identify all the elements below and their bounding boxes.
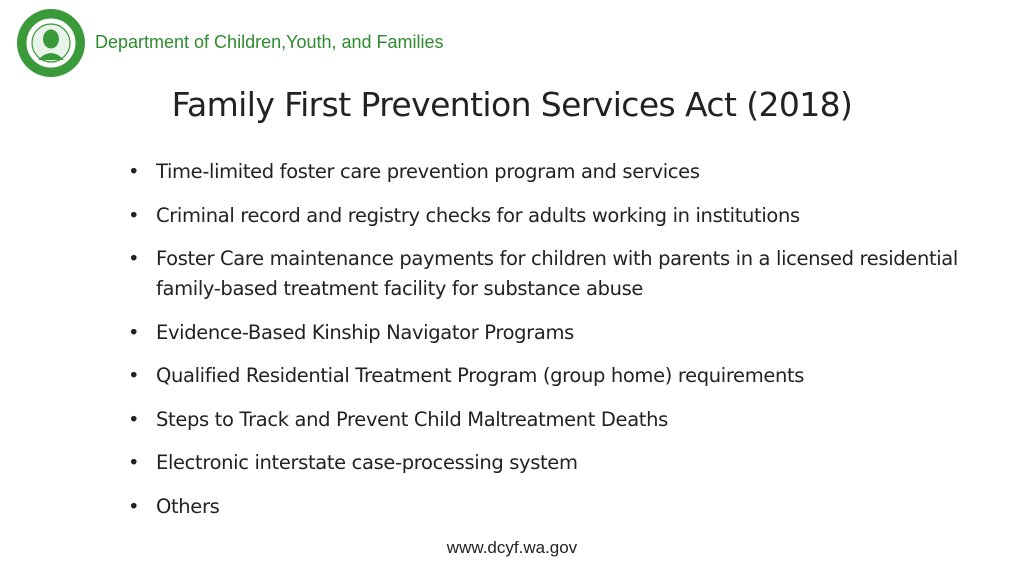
bullet-text: Steps to Track and Prevent Child Maltreatment Deaths: [156, 407, 668, 431]
washington-state-seal-icon: [16, 8, 86, 78]
bullet-text: Criminal record and registry checks for adults working in institutions: [156, 203, 800, 227]
bullet-icon: •: [128, 320, 140, 344]
bullet-icon: •: [128, 160, 140, 183]
bullet-icon: •: [128, 364, 140, 387]
bullet-item: [128, 318, 958, 348]
bullet-text: Qualified Residential Treatment Program (group home) requirements: [156, 364, 805, 387]
bullet-list: [128, 157, 958, 535]
slide-title: Family First Prevention Services Act (2018): [171, 85, 853, 124]
agency-name: Department of Children,Youth, and Families: [95, 32, 444, 52]
bullet-text: Evidence-Based Kinship Navigator Programs: [156, 320, 574, 344]
bullet-icon: •: [128, 247, 140, 270]
bullet-icon: •: [128, 407, 140, 431]
bullet-item: [128, 492, 958, 522]
bullet-text: Foster Care maintenance payments for children with parents in a licensed residential family-based treatment facility for substance abuse: [156, 247, 958, 300]
bullet-item: [128, 244, 958, 304]
bullet-item: [128, 405, 958, 435]
bullet-text: Electronic interstate case-processing system: [156, 451, 578, 474]
bullet-text: Others: [156, 494, 220, 518]
bullet-icon: •: [128, 203, 140, 227]
bullet-text: Time-limited foster care prevention program and services: [156, 160, 700, 183]
bullet-icon: •: [128, 494, 140, 518]
bullet-item: [128, 361, 958, 391]
bullet-item: [128, 448, 958, 478]
bullet-item: [128, 201, 958, 231]
bullet-item: [128, 157, 958, 187]
bullet-icon: •: [128, 451, 140, 474]
footer-url: www.dcyf.wa.gov: [446, 538, 578, 557]
